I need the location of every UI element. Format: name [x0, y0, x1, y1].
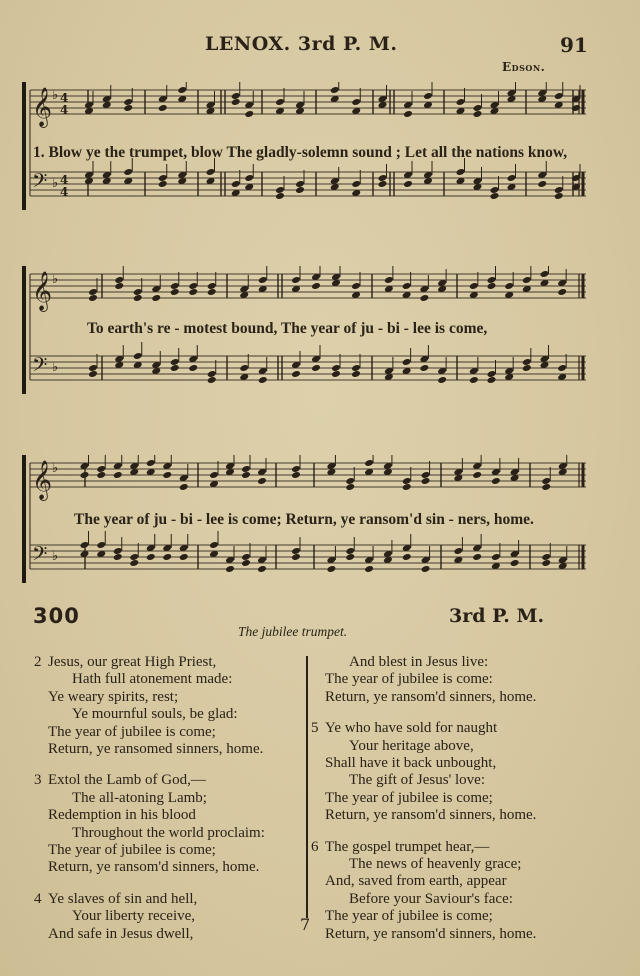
svg-text:4: 4	[60, 173, 69, 187]
svg-text:4: 4	[60, 91, 69, 105]
verse-line: The year of jubilee is come;	[325, 789, 493, 806]
stanza-number: 5	[311, 720, 319, 737]
svg-text:𝄢: 𝄢	[32, 169, 48, 197]
verse-line: The year of jubilee is come:	[325, 671, 493, 688]
verse-line: Return, ye ransom'd sinners, home.	[325, 688, 537, 705]
verse-line: Ye weary spirits, rest;	[48, 688, 179, 705]
verses-left-column	[34, 654, 265, 957]
hymn-number: 300	[33, 604, 80, 628]
verse-line: And, saved from earth, appear	[325, 873, 507, 890]
verse-line: Ye mournful souls, be glad:	[72, 706, 238, 723]
svg-text:♭: ♭	[52, 360, 59, 375]
svg-text:♭: ♭	[52, 461, 59, 476]
column-divider	[306, 656, 308, 918]
verse-line: And safe in Jesus dwell,	[48, 925, 194, 942]
verse-line: Redemption in his blood	[48, 807, 196, 824]
verse-line: Your heritage above,	[349, 737, 474, 754]
verse-line: And blest in Jesus live:	[349, 654, 489, 670]
svg-text:4: 4	[60, 185, 69, 199]
stanza	[34, 654, 265, 758]
stanza-number: 2	[34, 654, 42, 670]
lyrics-line: To earth's re - motest bound, The year of ju - bi - lee is come,	[87, 320, 488, 337]
svg-text:4: 4	[60, 103, 69, 117]
lyrics-line: The year of ju - bi - lee is come; Return, ye ransom'd sin - ners, home.	[74, 511, 534, 528]
verse-line: 5 Ye who have sold for naught	[311, 720, 498, 737]
svg-text:♭: ♭	[52, 272, 59, 287]
svg-text:♭: ♭	[52, 176, 59, 191]
verse-line: Return, ye ransom'd sinners, home.	[325, 925, 537, 942]
verse-line: The news of heavenly grace;	[349, 856, 522, 873]
composer-credit: Edson.	[502, 60, 546, 74]
svg-text:𝄞: 𝄞	[32, 460, 53, 500]
verse-line: 6 The gospel trumpet hear,—	[311, 838, 490, 855]
svg-text:𝄞: 𝄞	[32, 87, 53, 127]
stanza-number: 6	[311, 838, 319, 855]
stanza	[325, 654, 536, 706]
verse-line: Shall have it back unbought,	[325, 755, 497, 772]
verse-line: Throughout the world proclaim:	[72, 824, 265, 841]
svg-text:𝄢: 𝄢	[32, 542, 48, 570]
stanza	[311, 720, 537, 824]
tune-title: LENOX. 3rd P. M.	[205, 33, 398, 55]
stanza	[34, 772, 265, 876]
hymn-meter: 3rd P. M.	[449, 605, 545, 627]
hymn-subtitle: The jubilee trumpet.	[238, 624, 348, 639]
verse-line: 2 Jesus, our great High Priest,	[34, 654, 217, 670]
verses-right-column	[311, 654, 537, 957]
page-number: 91	[560, 33, 588, 57]
stanza	[34, 890, 265, 943]
stanza	[311, 838, 537, 943]
verse-line: 4 Ye slaves of sin and hell,	[34, 890, 198, 907]
verse-line: Hath full atonement made:	[72, 671, 233, 688]
svg-text:♭: ♭	[52, 549, 59, 564]
stanza-number: 4	[34, 890, 42, 907]
lyrics-line: 1. Blow ye the trumpet, blow The gladly-solemn sound ; Let all the nations know,	[33, 144, 568, 161]
verse-line: The all-atoning Lamb;	[72, 789, 207, 806]
verse-line: 3 Extol the Lamb of God,—	[34, 772, 206, 789]
verse-line: Return, ye ransom'd sinners, home.	[48, 859, 260, 876]
svg-text:𝄞: 𝄞	[32, 271, 53, 311]
signature-mark: 7	[300, 915, 311, 934]
svg-text:𝄢: 𝄢	[32, 353, 48, 381]
verse-line: The year of jubilee is come;	[48, 842, 216, 859]
verse-line: The gift of Jesus' love:	[349, 772, 486, 789]
stanza-number: 3	[34, 772, 42, 789]
verse-line: Return, ye ransomed sinners, home.	[48, 741, 264, 758]
verse-line: The year of jubilee is come;	[48, 723, 216, 740]
verse-line: Return, ye ransom'd sinners, home.	[325, 807, 537, 824]
verse-line: The year of jubilee is come;	[325, 908, 493, 925]
verse-line: Your liberty receive,	[72, 908, 196, 925]
svg-text:♭: ♭	[52, 88, 59, 103]
verse-line: Before your Saviour's face:	[349, 890, 513, 907]
